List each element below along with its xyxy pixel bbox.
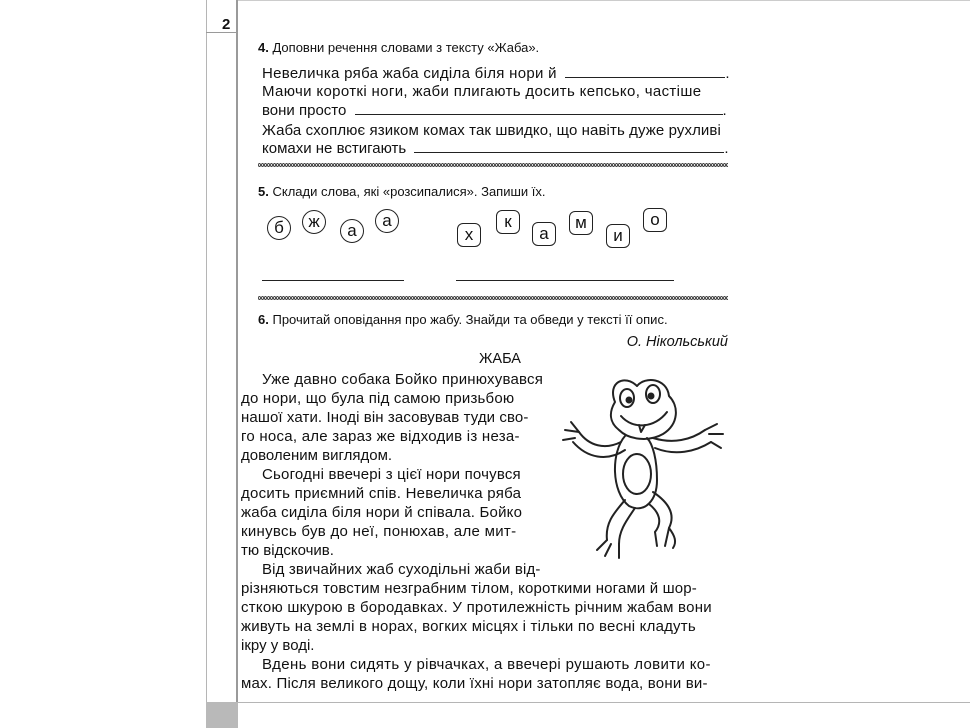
story-line-5: доволеним виглядом. — [241, 447, 393, 464]
story-line-9: кинувсь був до неї, понюхав, але мит- — [241, 523, 517, 540]
story-line-2: до нори, що була під самою призьбою — [241, 390, 515, 407]
letter-square-kh: х — [457, 223, 481, 247]
task5-answer-line-1[interactable] — [262, 280, 404, 281]
task4-line-4: Жаба схоплює язиком комах так швидко, що навіть дуже рухливі — [262, 122, 721, 139]
frog-illustration-icon — [545, 372, 730, 562]
letter-square-k: к — [496, 210, 520, 234]
story-line-1: Уже давно собака Бойко принюхувався — [262, 371, 544, 388]
page-margin-line — [206, 0, 207, 702]
story-line-6: Сьогодні ввечері з цієї нори почувся — [262, 466, 521, 483]
task4-line-1-text: Невеличка ряба жаба сиділа біля нори й — [262, 65, 557, 82]
story-line-10: тю відскочив. — [241, 542, 334, 559]
story-title: ЖАБА — [479, 351, 521, 367]
task4-line-1 — [262, 65, 730, 82]
task4-line-3 — [262, 102, 727, 119]
task4-blank-2[interactable] — [355, 102, 723, 115]
wavy-divider-1 — [258, 162, 728, 168]
task4-line-2: Маючи короткі ноги, жаби плигають досить кепсько, частіше — [262, 83, 702, 100]
task4-title: Доповни речення словами з тексту «Жаба». — [272, 40, 540, 55]
story-line-8: жаба сиділа біля нори й співала. Бойко — [241, 504, 523, 521]
task4-dot-3: . — [724, 140, 729, 157]
story-line-17: мах. Після великого дощу, коли їхні нори затопляє вода, вони ви- — [241, 675, 708, 692]
story-line-13: сткою шкурою в бородавках. У протилежність річним жабам вони — [241, 599, 712, 616]
task5-number: 5. — [258, 184, 269, 199]
page-corner-tab — [206, 702, 238, 728]
story-line-12: різняються товстим незграбним тілом, короткими ногами й шор- — [241, 580, 697, 597]
task6-heading — [258, 312, 668, 327]
story-line-16: Вдень вони сидять у рівчачках, а ввечері рушають ловити ко- — [262, 656, 711, 673]
task6-title: Прочитай оповідання про жабу. Знайди та обведи у тексті її опис. — [272, 312, 668, 327]
letter-square-m: м — [569, 211, 593, 235]
task4-line-5 — [262, 140, 729, 157]
wavy-divider-2 — [258, 295, 728, 301]
letter-circle-a1: а — [340, 219, 364, 243]
task4-blank-1[interactable] — [565, 65, 725, 78]
story-line-11: Від звичайних жаб суходільні жаби від- — [262, 561, 541, 578]
task4-line-5-text: комахи не встигають — [262, 140, 407, 157]
page-bottom-line — [238, 702, 970, 703]
task4-dot-2: . — [722, 102, 727, 119]
task6-number: 6. — [258, 312, 269, 327]
page-number: 2 — [222, 16, 231, 33]
letter-square-a: а — [532, 222, 556, 246]
letter-circle-a2: а — [375, 209, 399, 233]
story-line-3: нашої хати. Іноді він засовував туди сво- — [241, 409, 529, 426]
letter-circle-zh: ж — [302, 210, 326, 234]
page-margin-border — [236, 0, 238, 728]
task5-answer-line-2[interactable] — [456, 280, 674, 281]
story-line-7: досить приємний спів. Невеличка ряба — [241, 485, 522, 502]
task4-line-3-text: вони просто — [262, 102, 347, 119]
task4-heading — [258, 40, 539, 55]
story-line-14: живуть на землі в норах, вогких місцях і тільки по весні кладуть — [241, 618, 696, 635]
task4-dot-1: . — [725, 65, 730, 82]
story-author: О. Нікольський — [626, 334, 728, 350]
task4-number: 4. — [258, 40, 269, 55]
page-top-edge — [238, 0, 970, 1]
task4-blank-3[interactable] — [414, 140, 724, 153]
story-line-4: го носа, але зараз же відходив із неза- — [241, 428, 520, 445]
letter-square-y: и — [606, 224, 630, 248]
story-line-15: ікру у воді. — [241, 637, 315, 654]
task5-heading — [258, 184, 546, 199]
letter-square-o: о — [643, 208, 667, 232]
letter-circle-b: б — [267, 216, 291, 240]
task5-title: Склади слова, які «розсипалися». Запиши їх. — [272, 184, 546, 199]
